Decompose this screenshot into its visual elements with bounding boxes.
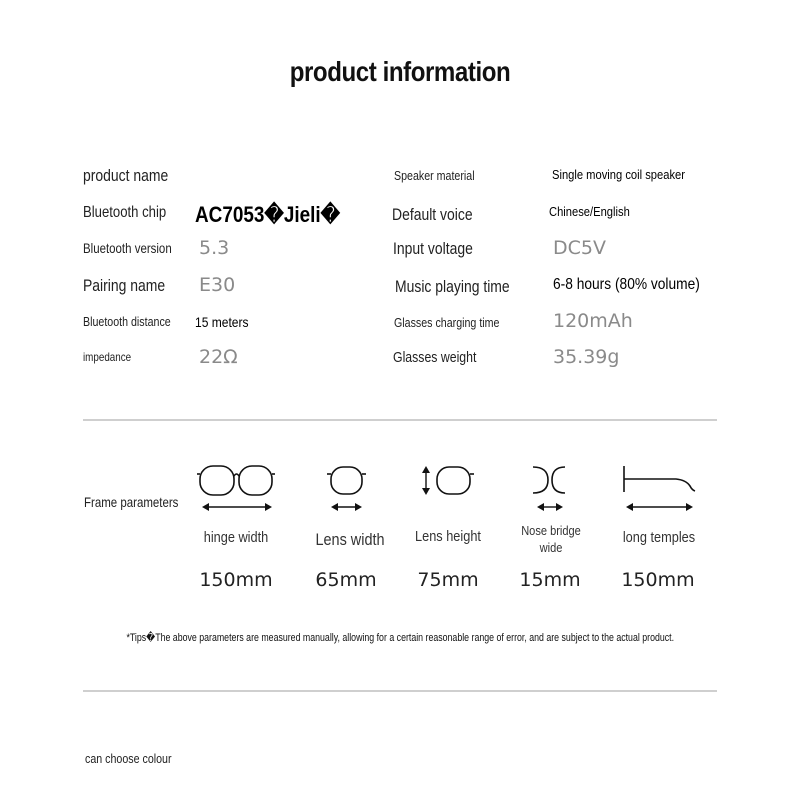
spec-value-music-playing-time: 6-8 hours (80% volume)	[553, 276, 700, 293]
spec-value-input-voltage: DC5V	[553, 237, 606, 259]
lens-width-icon	[327, 467, 366, 494]
temple-arrow-icon	[626, 503, 693, 511]
spec-label-input-voltage: Input voltage	[393, 239, 473, 258]
frame-label-long-temples: long temples	[622, 529, 696, 546]
lens-height-icon	[437, 467, 474, 494]
spec-label-glasses-charging-time: Glasses charging time	[394, 315, 500, 330]
spec-label-bluetooth-version: Bluetooth version	[83, 240, 172, 256]
spec-label-music-playing-time: Music playing time	[395, 277, 510, 296]
colour-choice-label: can choose colour	[85, 751, 172, 766]
divider-bottom	[83, 690, 717, 692]
lens-width-arrow-icon	[331, 503, 362, 511]
glasses-front-icon	[197, 466, 275, 495]
spec-value-default-voice: Chinese/English	[549, 204, 630, 219]
frame-value-lens-height: 75mm	[417, 569, 479, 591]
frame-label-hinge-width: hinge width	[203, 529, 269, 546]
nose-bridge-arrow-icon	[537, 503, 563, 511]
page-title: product information	[289, 56, 511, 87]
spec-label-pairing-name: Pairing name	[83, 276, 166, 295]
frame-label-lens-height: Lens height	[415, 528, 481, 545]
hinge-width-arrow-icon	[202, 503, 272, 511]
temple-icon	[624, 466, 695, 492]
spec-value-bluetooth-distance: 15 meters	[195, 314, 249, 330]
frame-section-label: Frame parameters	[84, 494, 179, 510]
spec-label-bluetooth-chip: Bluetooth chip	[83, 204, 167, 221]
tips-text: *Tips�The above parameters are measured manually, allowing for a certain reasonable range of error, and are subject to the actual product.	[126, 632, 674, 644]
frame-label-nose-bridge-line1: Nose bridge	[521, 523, 581, 538]
frame-value-nose-bridge: 15mm	[519, 569, 581, 591]
frame-value-lens-width: 65mm	[315, 569, 377, 591]
lens-height-arrow-icon	[422, 466, 430, 495]
spec-value-impedance: 22Ω	[199, 346, 238, 368]
spec-label-speaker-material: Speaker material	[394, 168, 475, 183]
spec-label-product-name: product name	[83, 166, 169, 185]
spec-value-pairing-name: E30	[199, 274, 236, 296]
nose-bridge-icon	[533, 467, 565, 493]
frame-label-nose-bridge	[500, 522, 602, 556]
frame-label-nose-bridge-line2: wide	[539, 540, 563, 555]
spec-label-bluetooth-distance: Bluetooth distance	[83, 314, 171, 329]
spec-value-speaker-material: Single moving coil speaker	[552, 167, 685, 182]
spec-value-glasses-charging-time: 120mAh	[553, 310, 633, 332]
spec-value-bluetooth-chip: AC7053�Jieli�	[195, 202, 341, 227]
spec-label-default-voice: Default voice	[392, 205, 473, 224]
frame-value-hinge-width: 150mm	[199, 569, 273, 591]
spec-label-glasses-weight: Glasses weight	[393, 349, 477, 366]
spec-label-impedance: impedance	[83, 350, 132, 364]
frame-value-long-temples: 150mm	[621, 569, 695, 591]
frame-label-lens-width: Lens width	[315, 530, 385, 549]
spec-value-glasses-weight: 35.39g	[553, 346, 620, 368]
tips-note	[0, 631, 800, 644]
spec-value-bluetooth-version: 5.3	[199, 237, 230, 259]
